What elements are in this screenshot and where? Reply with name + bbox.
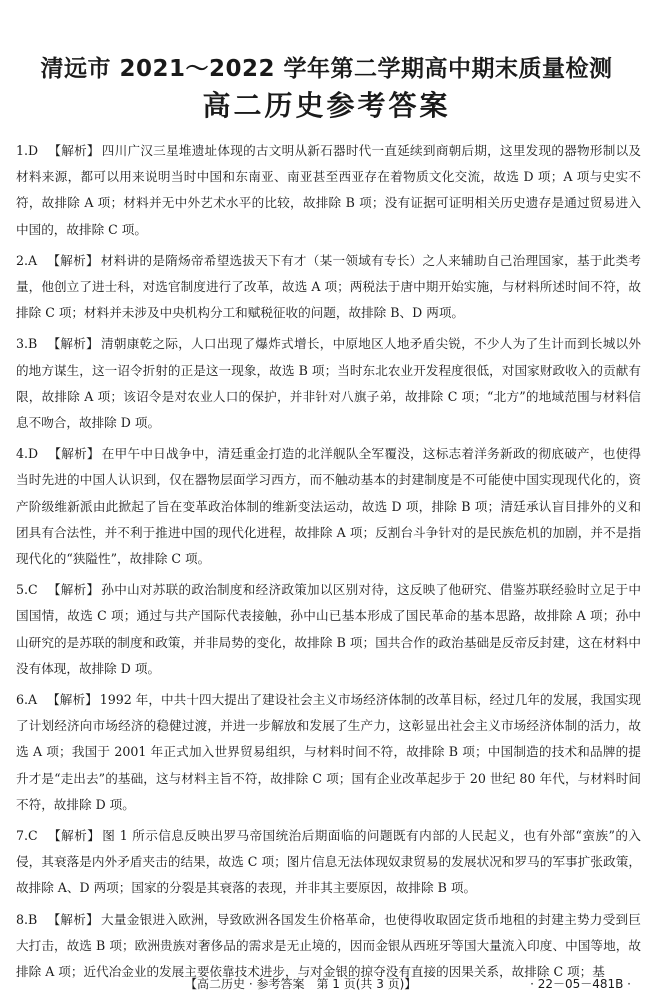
footer-doc-code: · 22－05－481B ·	[530, 977, 631, 991]
answer-item-8	[16, 907, 641, 986]
analysis-tag: 【解析】	[47, 911, 100, 927]
analysis-text: 四川广汉三星堆遗址体现的古文明从新石器时代一直延续到商朝后期，这里发现的器物形制以及材料来源，都可以用来说明当时中国和东南亚、南亚甚至西亚存在着物质文化交流，故选 D 项；A 项与史实不符，故排除 A 项；材料并无中外艺术水平的比较，故排除 B 项；没有证据可证明相关历史遗存是通过贸易进入中国的，故排除 C 项。	[16, 143, 642, 237]
document-subtitle: 高二历史参考答案	[202, 89, 451, 122]
answer-item-5	[16, 577, 641, 682]
analysis-tag: 【解析】	[48, 446, 100, 462]
analysis-text: 孙中山对苏联的政治制度和经济政策加以区别对待，这反映了他研究、借鉴苏联经验时立足于中国国情，故选 C 项；通过与共产国际代表接触，孙中山已基本形成了国民革命的基本思路，故排除 A 项；孙中山研究的是苏联的制度和政策，并非局势的变化，故排除 B 项；国共合作的政治基础是反帝反封建，这在材料中没有体现，故排除 D 项。	[16, 582, 642, 676]
answer-item-2	[16, 248, 641, 327]
analysis-text: 清朝康乾之际，人口出现了爆炸式增长，中原地区人地矛盾尖锐，不少人为了生计而到长城以外的地方谋生，这一诏令折射的正是这一现象，故选 B 项；当时东北农业开发程度很低，对国家财政收入的贡献有限，故排除 A 项；该诏令是对农业人口的保护，并非针对八旗子弟，故排除 C 项；“北方”的地域范围与材料信息不吻合，故排除 D 项。	[16, 336, 642, 431]
item-number: 8.	[16, 911, 29, 927]
analysis-tag: 【解析】	[47, 336, 100, 352]
answer-item-7	[16, 823, 641, 902]
item-answer: D	[28, 143, 39, 158]
answer-list	[16, 138, 641, 990]
answer-item-1	[16, 138, 641, 243]
analysis-text: 图 1 所示信息反映出罗马帝国统治后期面临的问题既有内部的人民起义，也有外部“蛮族”的入侵，其衰落是内外矛盾夹击的结果，故选 C 项；图片信息无法体现奴隶贸易的发展状况和罗马的军事扩张政策，故排除 A、D 两项；国家的分裂是其衰落的表现，并非其主要原因，故排除 B 项。	[16, 828, 642, 896]
item-number: 6.	[16, 692, 29, 708]
answer-item-3	[16, 331, 641, 436]
analysis-tag: 【解析】	[47, 692, 98, 708]
analysis-text: 大量金银进入欧洲，导致欧洲各国发生价格革命，也使得收取固定货币地租的封建主势力受到巨大打击，故选 B 项；欧洲贵族对奢侈品的需求是无止境的，因而金银从西班牙等国大量流入印度、中国等地，故排除 A 项；近代冶金业的发展主要依靠技术进步，与对金银的掠夺没有直接的因果关系，故排除 C 项；基	[16, 911, 642, 980]
analysis-text: 1992 年，中共十四大提出了建设社会主义市场经济体制的改革目标，经过几年的发展，我国实现了计划经济向市场经济的稳健过渡，并进一步解放和发展了生产力，这彰显出社会主义市场经济体制的活力，故选 A 项；我国于 2001 年正式加入世界贸易组织，与材料时间不符，故排除 B 项；中国制造的技术和品牌的提升才是“走出去”的基础，这与材料主旨不符，故排除 C 项；国有企业改革起步于 20 世纪 80 年代，与材料时间不符，故排除 D 项。	[16, 692, 641, 812]
footer-page-info: 【高二历史 · 参考答案 第 1 页(共 3 页)】	[185, 977, 417, 991]
item-answer: C	[28, 582, 38, 598]
item-answer: B	[28, 336, 38, 352]
analysis-tag: 【解析】	[47, 252, 99, 268]
document-title: 清远市 2021～2022 学年第二学期高中期末质量检测	[40, 56, 613, 82]
item-answer: D	[28, 446, 39, 462]
item-number: 1.	[16, 143, 29, 158]
item-number: 3.	[16, 336, 29, 352]
item-answer: B	[28, 911, 38, 927]
answer-item-4	[16, 441, 641, 572]
analysis-tag: 【解析】	[48, 143, 100, 158]
analysis-tag: 【解析】	[47, 828, 101, 844]
item-answer: C	[28, 828, 38, 844]
item-answer: A	[28, 692, 38, 708]
analysis-text: 在甲午中日战争中，清廷重金打造的北洋舰队全军覆没，这标志着洋务新政的彻底破产，也使得当时先进的中国人认识到，仅在器物层面学习西方，而不触动基本的封建制度是不可能使中国实现现代化的，资产阶级维新派由此掀起了旨在变革政治体制的维新变法运动，故选 D 项，排除 B 项；清廷承认盲目排外的义和团具有合法性，并不利于推进中国的现代化进程，故排除 A 项；反割台斗争针对的是民族危机的加剧，并不是指现代化的“狭隘性”，故排除 C 项。	[16, 446, 642, 567]
item-number: 2.	[16, 252, 29, 268]
item-number: 5.	[16, 582, 29, 598]
item-number: 4.	[16, 446, 29, 462]
analysis-tag: 【解析】	[47, 582, 100, 598]
item-answer: A	[28, 252, 38, 268]
analysis-text: 材料讲的是隋炀帝希望选拔天下有才（某一领域有专长）之人来辅助自己治理国家，基于此类考量，他创立了进士科，对选官制度进行了改革，故选 A 项；两税法于唐中期开始实施，与材料所述时间不符，故排除 C 项；材料并未涉及中央机构分工和赋税征收的问题，故排除 B、D 两项。	[16, 252, 642, 321]
item-number: 7.	[16, 828, 29, 844]
answer-item-6	[16, 687, 641, 818]
